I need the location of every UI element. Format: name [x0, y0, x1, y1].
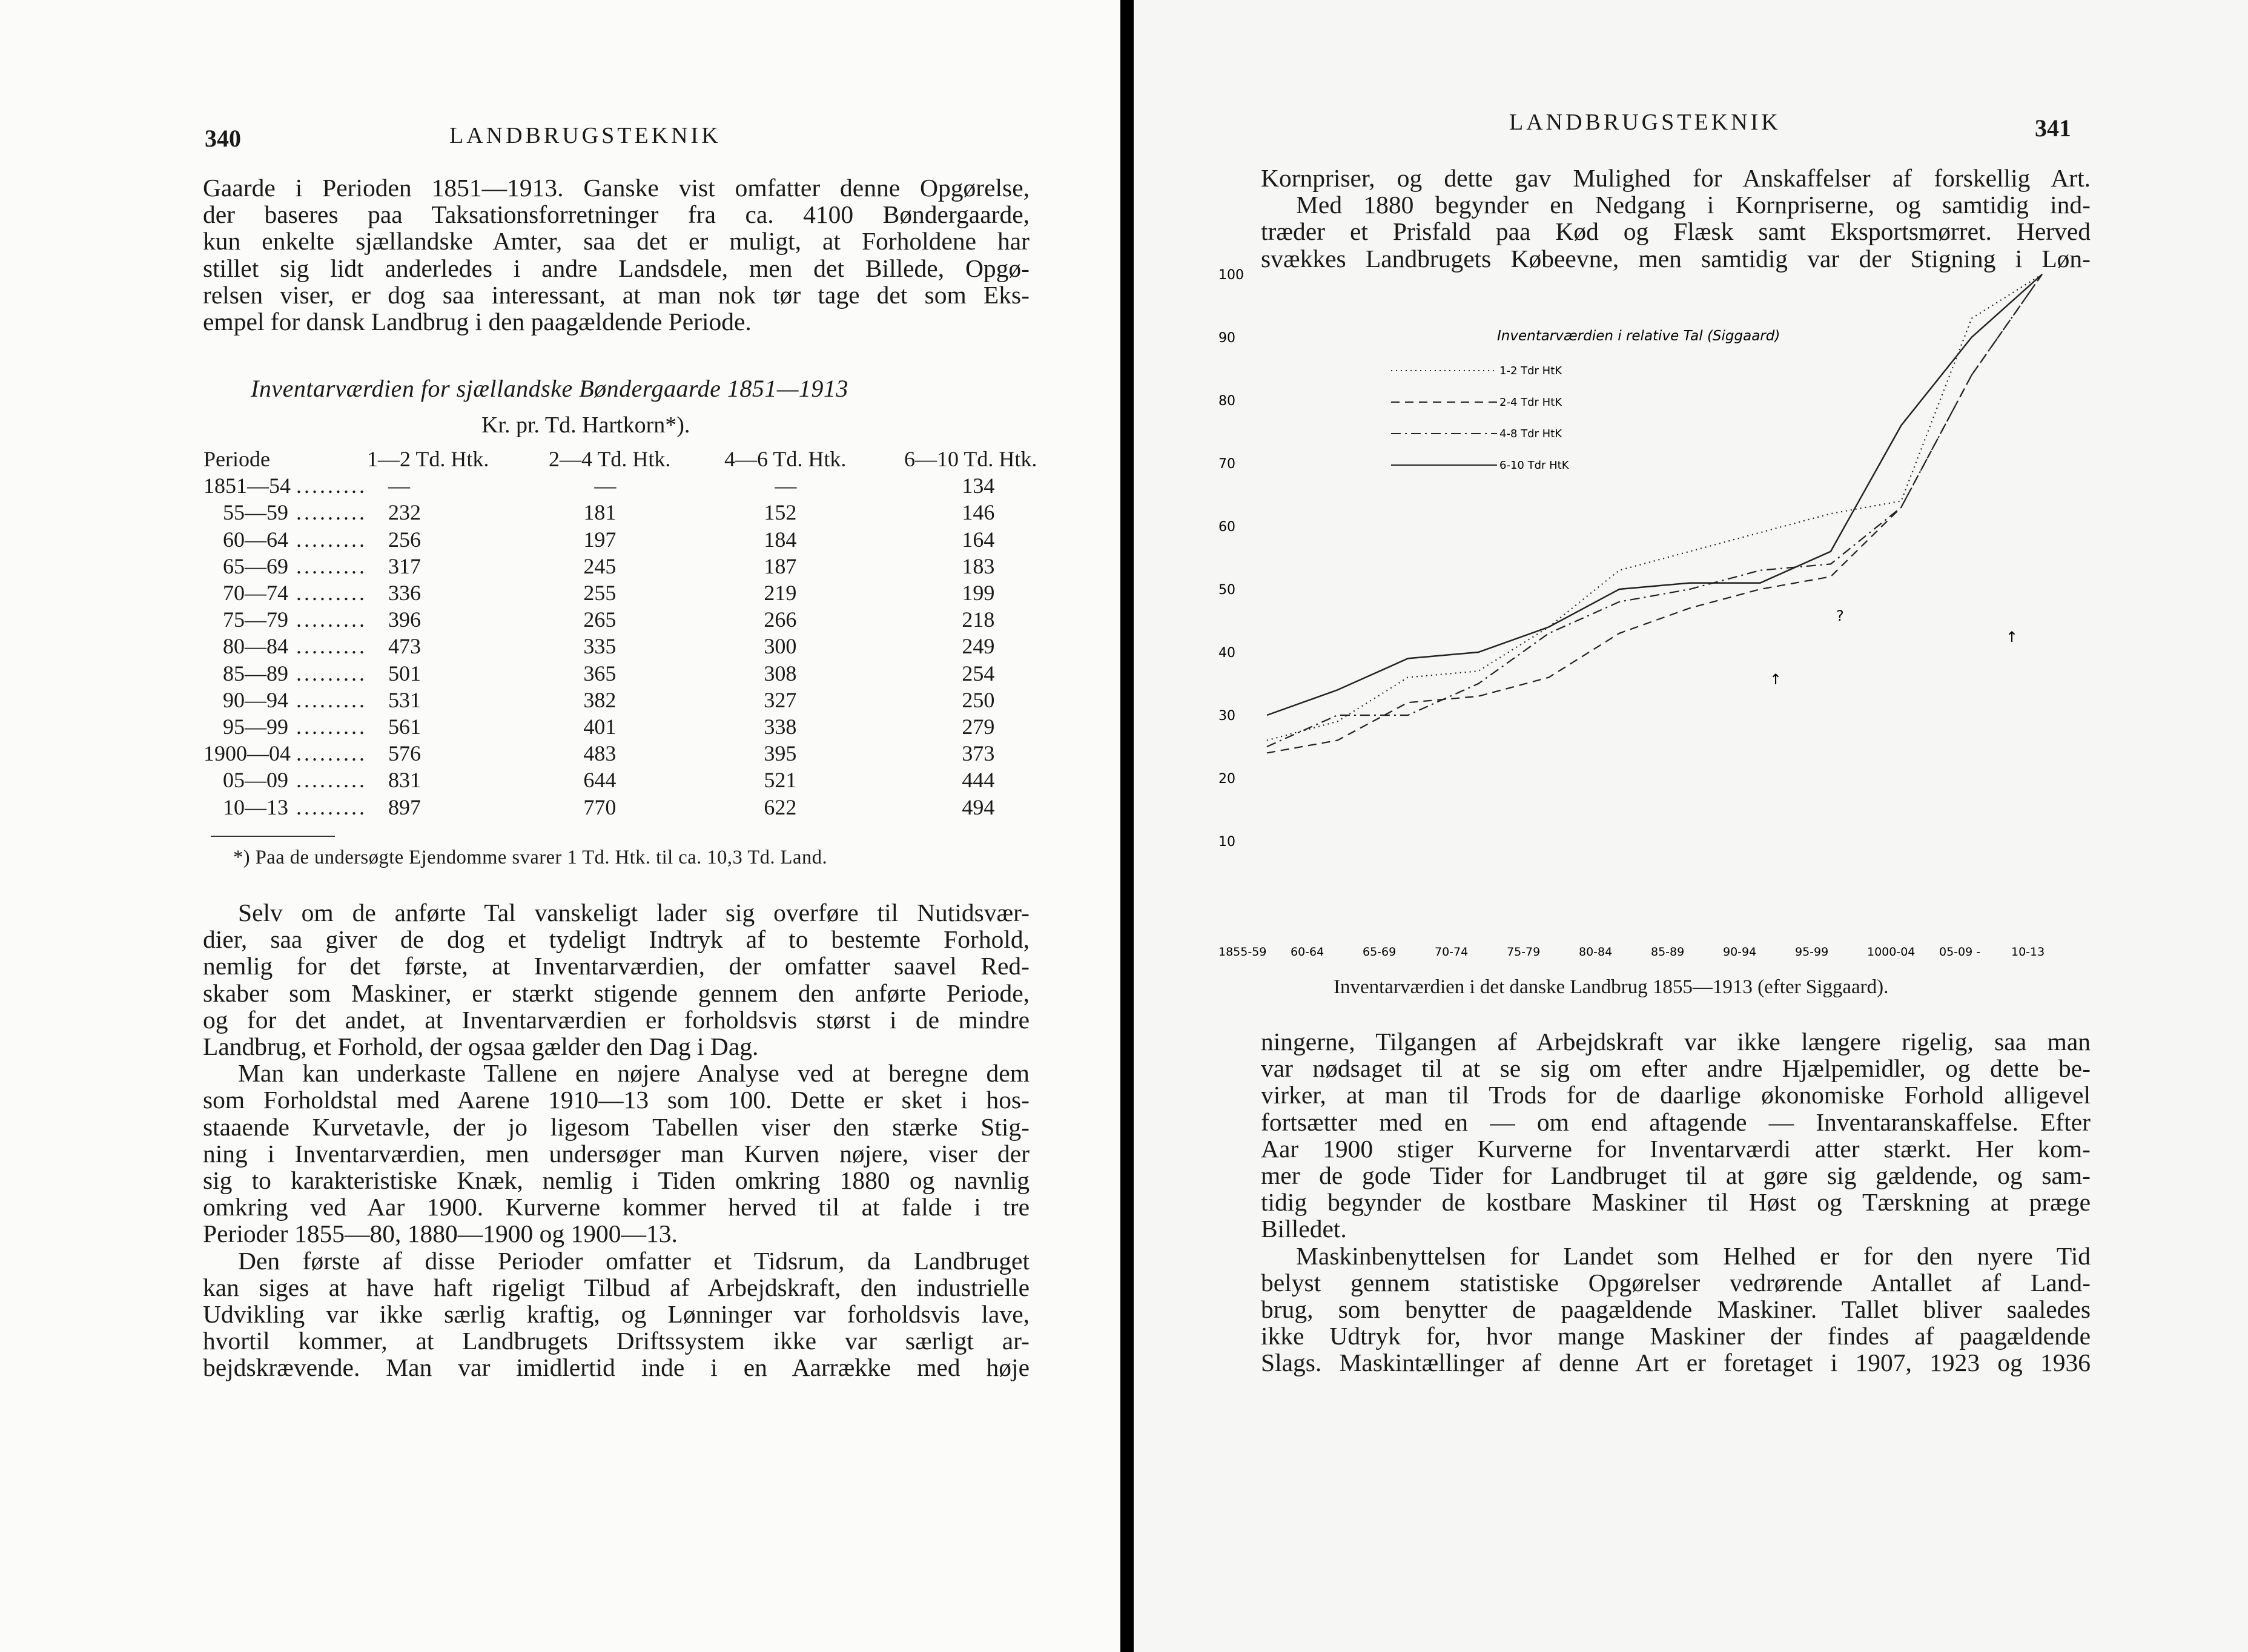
y-tick-label: 100	[1218, 268, 1244, 283]
header-6-10: 6—10 Td. Htk.	[904, 447, 1037, 472]
table-row	[203, 660, 1037, 687]
table-title: Inventarværdien for sjællandske Bøndergaarde 1851—1913	[251, 375, 848, 402]
period-cell: 80—84	[223, 634, 288, 659]
period-column	[203, 526, 367, 553]
y-tick-label: 50	[1218, 583, 1235, 598]
text-line: og for det andet, at Inventarværdien er forholdsvis størst i de mindre	[203, 1005, 1030, 1034]
text-line: staaende Kurvetavle, der jo ligesom Tabellen viser den stærke Stig-	[203, 1112, 1030, 1141]
period-column	[203, 687, 367, 713]
y-tick-label: 90	[1218, 331, 1235, 346]
value-cell: 219	[764, 581, 797, 606]
period-column	[203, 660, 367, 687]
series-line	[1267, 274, 2042, 753]
header-period: Periode	[203, 447, 270, 472]
x-tick-label: 1000-04	[1867, 945, 1916, 959]
header-2-4: 2—4 Td. Htk.	[549, 447, 671, 472]
period-cell: 05—09	[223, 768, 288, 793]
text-line: Den første af disse Perioder omfatter et Tidsrum, da Landbruget	[238, 1246, 1030, 1275]
leader-dots: .........	[288, 741, 367, 766]
legend-label: 6-10 Tdr HtK	[1499, 459, 1569, 472]
value-cell: 254	[962, 661, 995, 686]
value-cell: 831	[388, 768, 421, 793]
body-paragraph	[203, 899, 1030, 1381]
text-line: stillet sig lidt anderledes i andre Landsdele, men det Billede, Opgø-	[203, 254, 1030, 282]
table-row	[203, 472, 1037, 499]
text-line: tidig begynder de kostbare Maskiner til Høst og Tærskning at præge	[1261, 1188, 2091, 1217]
text-line: sig to karakteristiske Knæk, nemlig i Tiden omkring 1880 og navnlig	[203, 1166, 1030, 1195]
value-cell: —	[388, 474, 410, 498]
text-line: Kornpriser, og dette gav Mulighed for Anskaffelser af forskellig Art.	[1261, 164, 2091, 192]
value-cell: 396	[388, 607, 421, 632]
x-tick-label: 70-74	[1435, 945, 1469, 959]
text-line: brug, som benytter de paagældende Maskiner. Tallet bliver saaledes	[1261, 1295, 2091, 1324]
value-cell: 373	[962, 741, 995, 766]
text-line: var nødsaget til at se sig om efter andre Hjælpemidler, og dette be-	[1261, 1054, 2091, 1083]
value-cell: 164	[962, 527, 995, 552]
period-column	[203, 767, 367, 793]
text-line: belyst gennem statistiske Opgørelser vedrørende Antallet af Land-	[1261, 1268, 2091, 1297]
value-cell: 483	[583, 741, 617, 766]
table-row	[203, 526, 1037, 553]
arrow-marker: ↑	[2006, 629, 2018, 646]
text-line: træder et Prisfald paa Kød og Flæsk samt Eksportsmørret. Herved	[1261, 217, 2091, 246]
left-page	[0, 0, 1120, 1652]
x-tick-label: 1855-59	[1218, 945, 1267, 959]
text-line: bejdskrævende. Man var imidlertid inde i en Aarrække med høje	[203, 1353, 1030, 1382]
leader-dots: .........	[288, 527, 367, 552]
y-axis	[1218, 268, 1244, 850]
table-row	[203, 606, 1037, 633]
table-header-row	[203, 446, 1037, 472]
chart-caption: Inventarværdien i det danske Landbrug 1855—1913 (efter Siggaard).	[1334, 976, 1889, 998]
period-cell: 85—89	[223, 661, 288, 686]
text-line: nemlig for det første, at Inventarværdien, der omfatter saavel Red-	[203, 952, 1030, 980]
legend-label: 4-8 Tdr HtK	[1499, 428, 1562, 440]
value-cell: 770	[583, 795, 617, 819]
text-line: der baseres paa Taksationsforretninger fra ca. 4100 Bøndergaarde,	[203, 200, 1030, 229]
value-cell: 197	[583, 527, 617, 552]
top-paragraph	[1261, 165, 2091, 272]
question-marker: ?	[1836, 607, 1844, 624]
table-row	[203, 767, 1037, 793]
x-tick-label: 90-94	[1723, 945, 1757, 959]
value-cell: —	[594, 474, 617, 498]
value-cell: 338	[764, 714, 797, 739]
value-cell: 183	[962, 553, 995, 578]
leader-dots: .........	[288, 553, 367, 578]
text-line: empel for dansk Landbrug i den paagældende Periode.	[203, 308, 752, 336]
period-column	[203, 793, 367, 820]
value-cell: 576	[388, 741, 421, 766]
legend-label: 1-2 Tdr HtK	[1499, 365, 1562, 377]
x-axis	[1218, 945, 2045, 959]
period-column	[203, 713, 367, 740]
value-cell: 897	[388, 795, 421, 819]
running-head-left: LANDBRUGSTEKNIK	[449, 123, 721, 148]
value-cell: 187	[764, 553, 797, 578]
value-cell: 335	[583, 634, 617, 659]
text-line: omkring ved Aar 1900. Kurverne kommer herved til at falde i tre	[203, 1193, 1030, 1221]
value-cell: —	[775, 474, 797, 498]
value-cell: 365	[583, 661, 617, 686]
value-cell: 395	[764, 741, 797, 766]
series-line	[1267, 274, 2042, 747]
table-row	[203, 499, 1037, 526]
period-cell: 65—69	[223, 553, 288, 578]
text-line: mer de gode Tider for Landbruget til at gøre sig gældende, og sam-	[1261, 1161, 2091, 1190]
period-column	[203, 580, 367, 606]
running-head-right: LANDBRUGSTEKNIK	[1509, 110, 1781, 135]
table-row	[203, 553, 1037, 580]
x-tick-label: 80-84	[1579, 945, 1613, 959]
period-column	[203, 633, 367, 659]
x-tick-label: 65-69	[1363, 945, 1397, 959]
page-number-left: 340	[205, 125, 241, 152]
value-cell: 401	[583, 714, 617, 739]
value-cell: 232	[388, 500, 421, 525]
value-cell: 300	[764, 634, 797, 659]
value-cell: 184	[764, 527, 797, 552]
y-tick-label: 70	[1218, 457, 1235, 472]
value-cell: 494	[962, 795, 995, 819]
y-tick-label: 40	[1218, 646, 1235, 661]
period-cell: 95—99	[223, 714, 288, 739]
value-cell: 249	[962, 634, 995, 659]
leader-dots: .........	[288, 581, 367, 606]
x-tick-label: 10-13	[2011, 945, 2045, 959]
chart-markers	[1770, 607, 2018, 688]
value-cell: 444	[962, 768, 995, 793]
leader-dots: .........	[288, 607, 367, 632]
value-cell: 561	[388, 714, 421, 739]
x-tick-label: 05-09 -	[1939, 945, 1981, 959]
value-cell: 622	[764, 795, 797, 819]
table-row	[203, 740, 1037, 767]
y-tick-label: 80	[1218, 394, 1235, 409]
value-cell: 279	[962, 714, 995, 739]
text-line: Billedet.	[1261, 1215, 1347, 1243]
period-cell: 10—13	[223, 795, 288, 819]
period-cell: 1851—54	[203, 474, 291, 498]
text-line: Landbrug, et Forhold, der ogsaa gælder den Dag i Dag.	[203, 1032, 759, 1061]
period-column	[203, 472, 367, 499]
x-tick-label: 75-79	[1507, 945, 1541, 959]
table-row	[203, 713, 1037, 740]
text-line: fortsætter med en — om end aftagende — Inventaranskaffelse. Efter	[1261, 1108, 2091, 1136]
value-cell: 250	[962, 687, 995, 712]
table-row	[203, 793, 1037, 820]
value-cell: 308	[764, 661, 797, 686]
value-cell: 245	[583, 553, 617, 578]
text-line: Udvikling var ikke særlig kraftig, og Lønninger var forholdsvis lave,	[203, 1300, 1030, 1329]
value-cell: 265	[583, 607, 617, 632]
chart-legend	[1391, 328, 1780, 472]
x-tick-label: 95-99	[1795, 945, 1829, 959]
value-cell: 521	[764, 768, 797, 793]
table-row	[203, 633, 1037, 659]
text-line: kan siges at have haft rigeligt Tilbud af Arbejdskraft, den industrielle	[203, 1273, 1030, 1301]
value-cell: 134	[962, 474, 995, 498]
text-line: Perioder 1855—80, 1880—1900 og 1900—13.	[203, 1220, 678, 1248]
text-line: svækkes Landbrugets Købeevne, men samtidig var der Stigning i Løn-	[1261, 244, 2091, 273]
intro-paragraph	[203, 174, 1030, 335]
value-cell: 266	[764, 607, 797, 632]
value-cell: 501	[388, 661, 421, 686]
table-subtitle: Kr. pr. Td. Hartkorn*).	[481, 412, 690, 438]
value-cell: 327	[764, 687, 797, 712]
y-tick-label: 30	[1218, 709, 1235, 724]
leader-dots: .........	[288, 714, 367, 739]
page-number-right: 341	[2035, 114, 2071, 142]
header-1-2: 1—2 Td. Htk.	[367, 447, 489, 472]
period-column	[203, 553, 367, 580]
text-line: Slags. Maskintællinger af denne Art er foretaget i 1907, 1923 og 1936	[1261, 1349, 2091, 1377]
value-cell: 181	[583, 500, 617, 525]
text-line: Gaarde i Perioden 1851—1913. Ganske vist omfatter denne Opgørelse,	[203, 174, 1030, 202]
leader-dots: .........	[288, 687, 367, 712]
leader-dots: .........	[288, 500, 367, 525]
period-column	[203, 499, 367, 526]
x-tick-label: 85-89	[1651, 945, 1685, 959]
text-line: skaber som Maskiner, er stærkt stigende gennem den anførte Periode,	[203, 979, 1030, 1007]
value-cell: 255	[583, 581, 617, 606]
leader-dots: .........	[288, 474, 367, 498]
series-line	[1267, 274, 2042, 741]
text-line: Selv om de anførte Tal vanskeligt lader sig overføre til Nutidsvær-	[238, 899, 1030, 927]
period-cell: 90—94	[223, 687, 288, 712]
leader-dots: .........	[288, 795, 367, 819]
period-cell: 70—74	[223, 581, 288, 606]
leader-dots: .........	[288, 634, 367, 659]
value-cell: 146	[962, 500, 995, 525]
value-cell: 256	[388, 527, 421, 552]
leader-dots: .........	[288, 661, 367, 686]
text-line: ningerne, Tilgangen af Arbejdskraft var ikke længere rigelig, saa man	[1261, 1028, 2091, 1056]
value-cell: 531	[388, 687, 421, 712]
text-line: Aar 1900 stiger Kurverne for Inventarværdi atter stærkt. Her kom-	[1261, 1134, 2091, 1163]
table-row	[203, 687, 1037, 713]
y-tick-label: 20	[1218, 771, 1235, 787]
text-line: Maskinbenyttelsen for Landet som Helhed er for den nyere Tid	[1296, 1241, 2091, 1270]
legend-label: 2-4 Tdr HtK	[1499, 396, 1562, 409]
table-body	[203, 472, 1037, 820]
text-line: som Forholdstal med Aarene 1910—13 som 100. Dette er sket i hos-	[203, 1086, 1030, 1114]
text-line: ikke Udtryk for, hvor mange Maskiner der findes af paagældende	[1261, 1322, 2091, 1350]
table-footnote: *) Paa de undersøgte Ejendomme svarer 1 Td. Htk. til ca. 10,3 Td. Land.	[233, 847, 828, 868]
footnote-rule	[211, 836, 335, 837]
y-tick-label: 60	[1218, 520, 1235, 535]
leader-dots: .........	[288, 768, 367, 793]
period-cell: 75—79	[223, 607, 288, 632]
right-page	[1134, 0, 2248, 1652]
text-line: Man kan underkaste Tallene en nøjere Analyse ved at beregne dem	[238, 1059, 1030, 1088]
value-cell: 336	[388, 581, 421, 606]
x-tick-label: 60-64	[1291, 945, 1324, 959]
inventory-chart	[1134, 268, 2248, 981]
value-cell: 218	[962, 607, 995, 632]
value-cell: 317	[388, 553, 421, 578]
period-cell: 1900—04	[203, 741, 291, 766]
chart-series	[1267, 274, 2042, 753]
text-line: virker, at man til Trods for de daarlige økonomiske Forhold alligevel	[1261, 1081, 2091, 1109]
value-cell: 473	[388, 634, 421, 659]
chart-title: Inventarværdien i relative Tal (Siggaard)	[1497, 328, 1780, 344]
text-line: relsen viser, er dog saa interessant, at man nok tør tage det som Eks-	[203, 280, 1030, 309]
table-row	[203, 580, 1037, 606]
period-column	[203, 740, 367, 767]
value-cell: 199	[962, 581, 995, 606]
value-cell: 152	[764, 500, 797, 525]
text-line: kun enkelte sjællandske Amter, saa det er muligt, at Forholdene har	[203, 227, 1030, 256]
bottom-paragraph	[1261, 1028, 2091, 1376]
text-line: ning i Inventarværdien, men undersøger man Kurven nøjere, viser der	[203, 1139, 1030, 1168]
value-cell: 382	[583, 687, 617, 712]
y-tick-label: 10	[1218, 834, 1235, 850]
text-line: Med 1880 begynder en Nedgang i Kornpriserne, og samtidig ind-	[1296, 191, 2091, 219]
period-cell: 60—64	[223, 527, 288, 552]
text-line: hvortil kommer, at Landbrugets Driftssystem ikke var særligt ar-	[203, 1327, 1030, 1355]
period-column	[203, 606, 367, 633]
text-line: dier, saa giver de dog et tydeligt Indtryk af to bestemte Forhold,	[203, 925, 1030, 954]
value-cell: 644	[583, 768, 617, 793]
inventory-table	[203, 446, 1037, 821]
period-cell: 55—59	[223, 500, 288, 525]
header-4-6: 4—6 Td. Htk.	[724, 447, 847, 472]
arrow-marker: ↑	[1770, 671, 1782, 688]
